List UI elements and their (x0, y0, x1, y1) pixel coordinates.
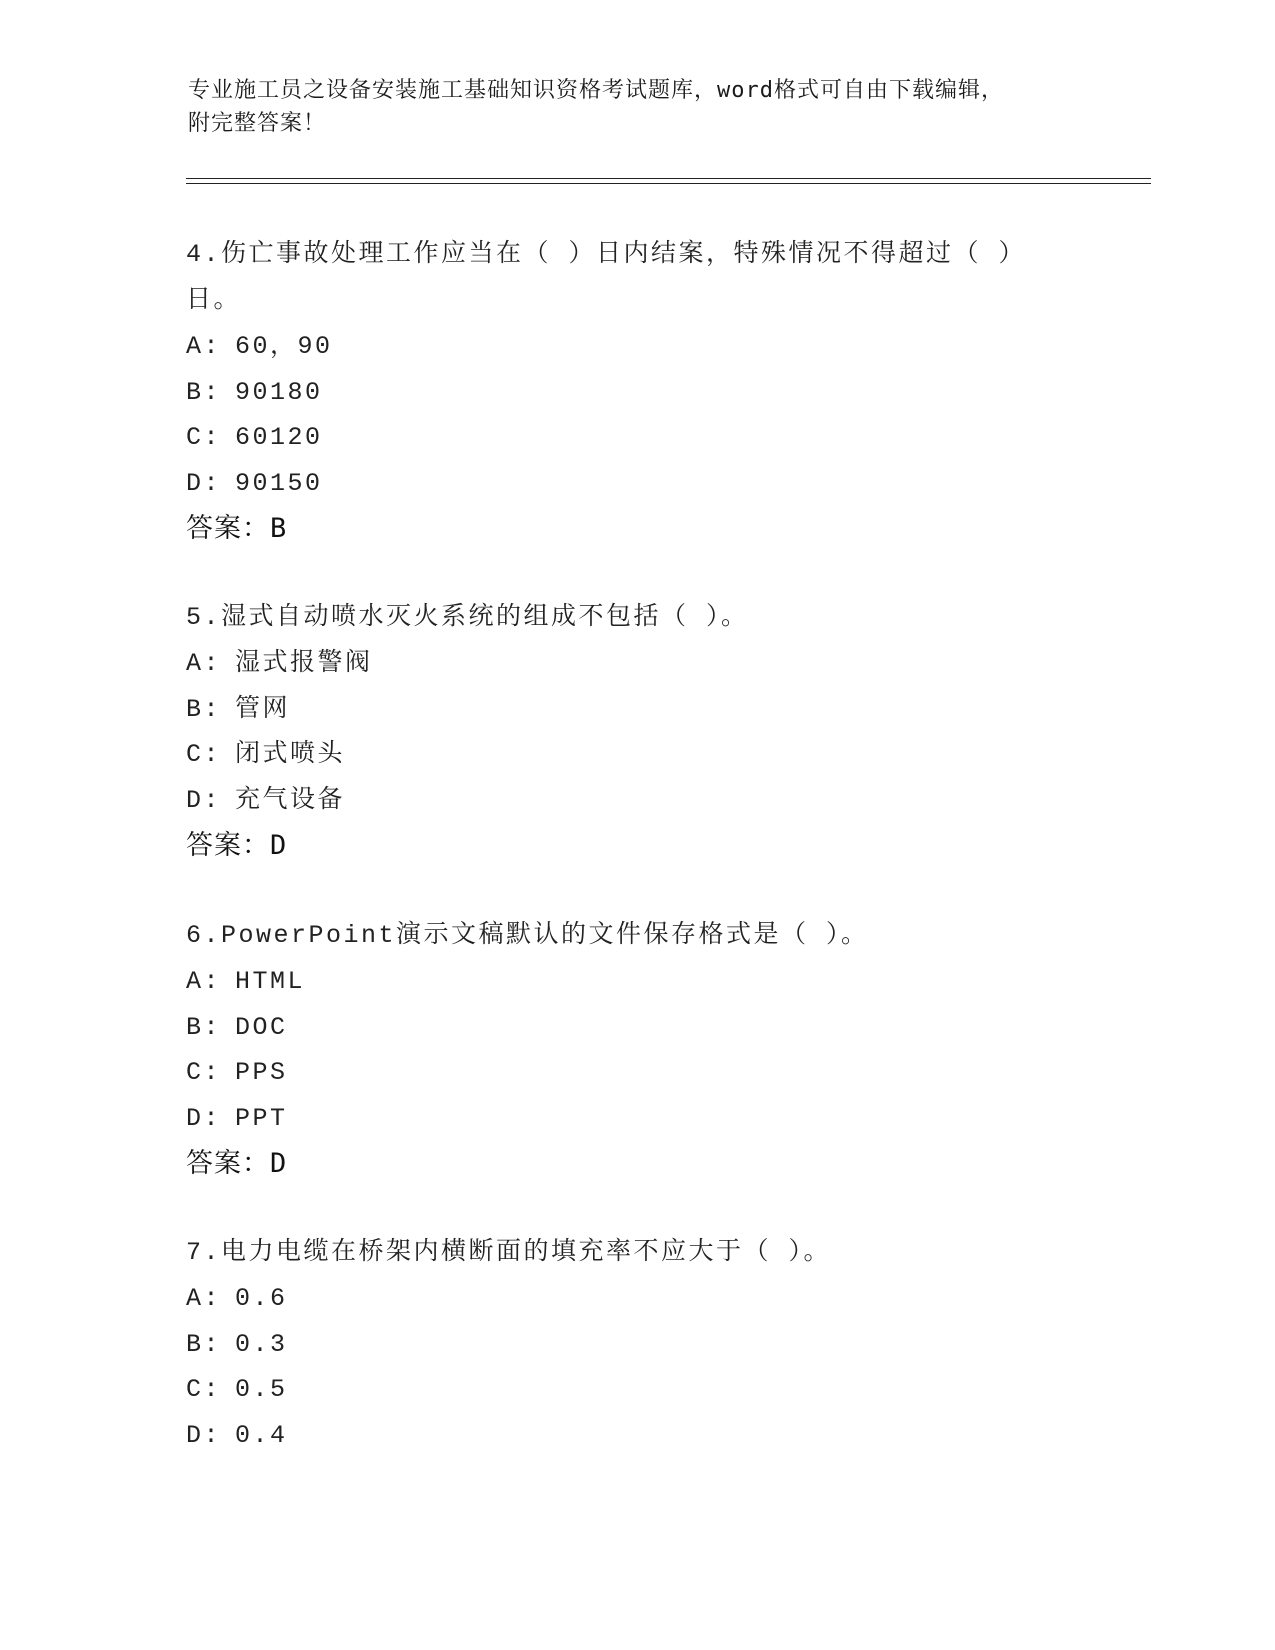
option-d (186, 1413, 1066, 1459)
option-letter: D: (186, 468, 222, 498)
option-c (186, 732, 1066, 778)
answer-label: 答案：D (186, 830, 288, 861)
option-text: PPT (235, 1103, 288, 1133)
option-letter: B: (186, 1012, 222, 1042)
option-text: PPS (235, 1058, 288, 1087)
option-b (186, 370, 1066, 416)
question-6 (186, 913, 1066, 1187)
option-a (186, 641, 1066, 687)
header-line-1: 专业施工员之设备安装施工基础知识资格考试题库，word格式可自由下载编辑， (188, 78, 1004, 103)
option-b (186, 1322, 1066, 1368)
option-letter: D: (186, 1420, 222, 1450)
document-header (188, 74, 1068, 140)
option-text: 充气设备 (235, 785, 346, 815)
option-letter: C: (186, 740, 222, 769)
option-text: DOC (235, 1012, 288, 1042)
option-letter: D: (186, 1103, 222, 1133)
option-letter: A: (186, 332, 222, 361)
answer-label: 答案：B (186, 513, 288, 544)
option-c (186, 1050, 1066, 1096)
option-text: 90180 (235, 377, 323, 407)
option-a (186, 959, 1066, 1005)
option-text: 60，90 (235, 332, 333, 361)
option-text: 0.5 (235, 1375, 288, 1404)
option-d (186, 461, 1066, 507)
option-b (186, 687, 1066, 733)
option-letter: A: (186, 1284, 222, 1313)
option-d (186, 778, 1066, 824)
option-letter: B: (186, 694, 222, 724)
header-line-2: 附完整答案！ (188, 111, 327, 136)
question-4 (186, 232, 1066, 552)
option-a (186, 324, 1066, 370)
option-a (186, 1276, 1066, 1322)
option-letter: D: (186, 785, 222, 815)
question-stem: 6.PowerPoint演示文稿默认的文件保存格式是（ ）。 (186, 921, 869, 950)
option-b (186, 1005, 1066, 1051)
option-letter: C: (186, 1058, 222, 1087)
option-c (186, 415, 1066, 461)
option-text: 0.3 (235, 1329, 288, 1359)
option-letter: A: (186, 967, 222, 996)
answer-label: 答案：D (186, 1148, 288, 1179)
option-letter: B: (186, 1329, 222, 1359)
option-letter: B: (186, 377, 222, 407)
option-letter: A: (186, 649, 222, 678)
option-text: 管网 (235, 694, 291, 724)
option-text: 湿式报警阀 (235, 649, 373, 678)
header-divider-bottom (186, 183, 1151, 184)
question-stem: 7.电力电缆在桥架内横断面的填充率不应大于（ ）。 (186, 1238, 832, 1267)
option-text: HTML (235, 967, 306, 996)
option-text: 0.6 (235, 1284, 288, 1313)
question-stem: 4.伤亡事故处理工作应当在（ ）日内结案，特殊情况不得超过（ ） (186, 240, 1027, 269)
option-c (186, 1367, 1066, 1413)
option-d (186, 1096, 1066, 1142)
question-stem-continued: 日。 (186, 286, 242, 315)
option-text: 60120 (235, 423, 323, 452)
option-text: 闭式喷头 (235, 740, 346, 769)
option-letter: C: (186, 1375, 222, 1404)
option-text: 0.4 (235, 1420, 288, 1450)
header-divider-top (186, 178, 1151, 179)
question-stem: 5.湿式自动喷水灭火系统的组成不包括（ ）。 (186, 603, 749, 632)
option-letter: C: (186, 423, 222, 452)
question-7 (186, 1230, 1066, 1458)
option-text: 90150 (235, 468, 323, 498)
question-5 (186, 595, 1066, 869)
